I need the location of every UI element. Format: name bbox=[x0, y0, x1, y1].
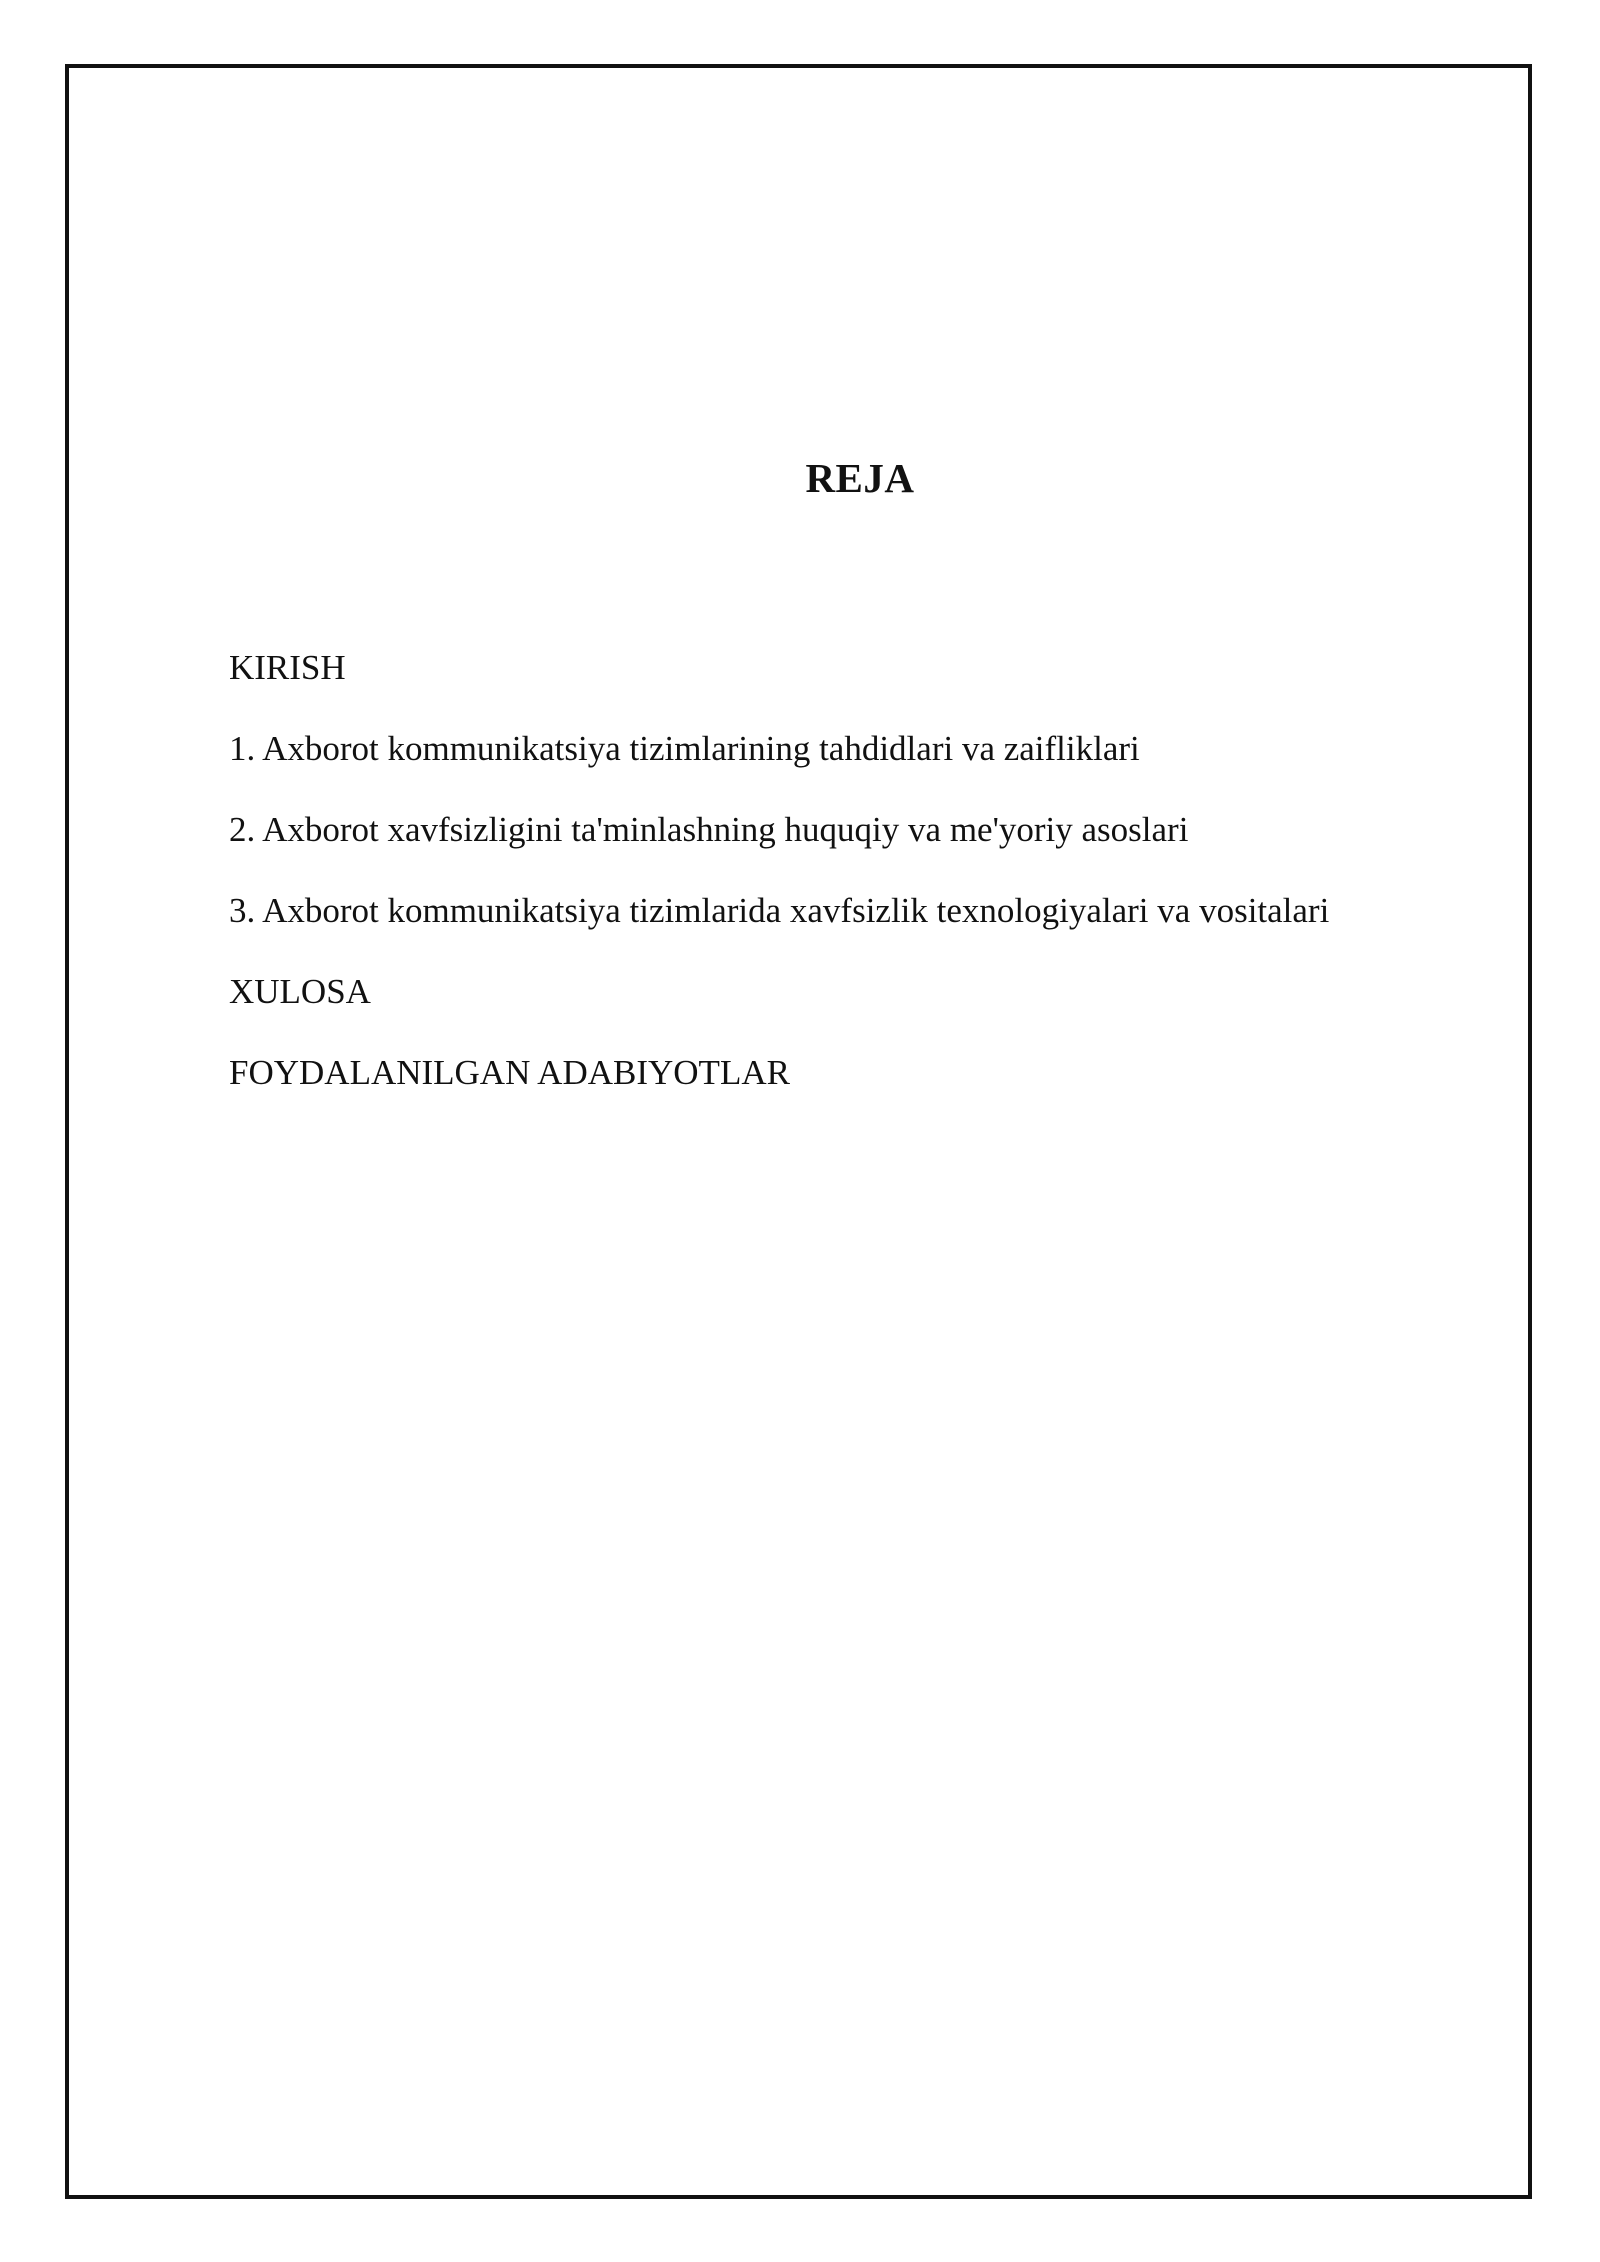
toc-item-references: FOYDALANILGAN ADABIYOTLAR bbox=[229, 1053, 790, 1092]
toc-item-conclusion: XULOSA bbox=[229, 972, 371, 1011]
toc-item-introduction: KIRISH bbox=[229, 648, 346, 687]
page-title: REJA bbox=[805, 455, 915, 501]
toc-item-section-1: 1. Axborot kommunikatsiya tizimlarining tahdidlari va zaifliklari bbox=[229, 729, 1140, 768]
toc-item-section-2: 2. Axborot xavfsizligini ta'minlashning huquqiy va me'yoriy asoslari bbox=[229, 810, 1189, 849]
table-of-contents bbox=[229, 650, 1329, 1136]
toc-item-section-3: 3. Axborot kommunikatsiya tizimlarida xavfsizlik texnologiyalari va vositalari bbox=[229, 891, 1330, 930]
